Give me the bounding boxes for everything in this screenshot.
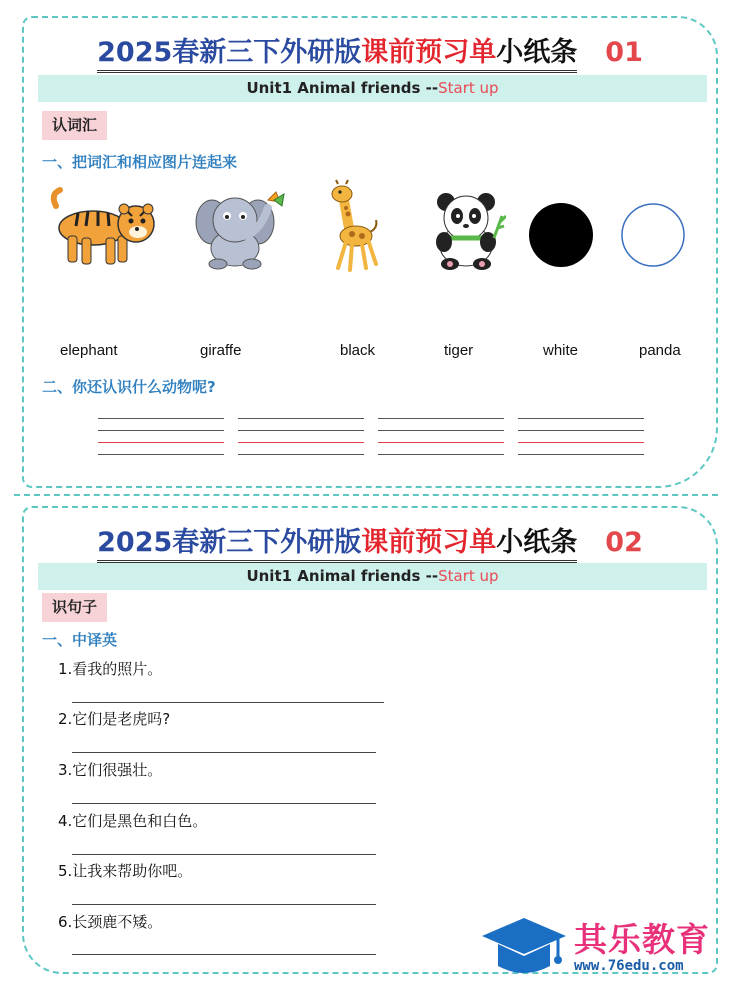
question-1: 1.看我的照片。 — [58, 660, 163, 678]
title-underline — [97, 30, 577, 73]
worksheet-title-2 — [24, 520, 716, 563]
question-2: 2.它们是老虎吗? — [58, 710, 171, 728]
word-elephant: elephant — [60, 342, 118, 359]
title-underline — [97, 520, 577, 563]
worksheet-card-1 — [22, 16, 718, 488]
title-part-note: 小纸条 — [496, 527, 578, 558]
question-6: 6.长颈鹿不矮。 — [58, 913, 163, 931]
writing-lines-2[interactable] — [238, 418, 364, 458]
question-5: 5.让我来帮助你吧。 — [58, 862, 193, 880]
giraffe-picture — [320, 178, 384, 274]
unit-band — [38, 75, 707, 102]
sheet-number: 02 — [605, 527, 643, 558]
unit-band — [38, 563, 707, 590]
worksheet-title-1 — [24, 30, 716, 73]
title-part-grade: 2025春新三下外研版 — [97, 527, 362, 558]
word-tiger: tiger — [444, 342, 474, 359]
panda-picture — [430, 186, 506, 270]
brand-logo[interactable] — [478, 912, 738, 984]
black-circle — [528, 202, 594, 268]
title-part-preview: 课前预习单 — [361, 37, 497, 68]
white-circle — [620, 202, 686, 268]
answer-line-3[interactable] — [72, 803, 376, 804]
lesson-label: Start up — [438, 567, 499, 585]
word-panda: panda — [639, 342, 681, 359]
brand-name: 其乐教育 — [574, 920, 710, 959]
answer-line-5[interactable] — [72, 904, 376, 905]
title-part-note: 小纸条 — [496, 37, 578, 68]
sheet-number: 01 — [605, 37, 643, 68]
section-tag-vocabulary: 认词汇 — [42, 111, 107, 140]
word-white: white — [543, 342, 579, 359]
section-tag-sentences: 识句子 — [42, 593, 107, 622]
title-part-grade: 2025春新三下外研版 — [97, 37, 362, 68]
answer-line-1[interactable] — [72, 702, 384, 703]
tiger-picture — [48, 186, 166, 270]
task-heading-match: 一、把词汇和相应图片连起来 — [42, 153, 238, 171]
graduation-cap-icon — [478, 914, 570, 980]
unit-label: Unit1 Animal friends -- — [246, 79, 439, 97]
card-separator — [14, 494, 718, 496]
brand-url[interactable]: www.76edu.com — [574, 958, 684, 974]
answer-line-2[interactable] — [72, 752, 376, 753]
writing-lines-1[interactable] — [98, 418, 224, 458]
answer-line-6[interactable] — [72, 954, 376, 955]
writing-lines-4[interactable] — [518, 418, 644, 458]
unit-label: Unit1 Animal friends -- — [246, 567, 439, 585]
question-3: 3.它们很强壮。 — [58, 761, 163, 779]
task-heading-translate: 一、中译英 — [42, 631, 118, 649]
writing-lines-3[interactable] — [378, 418, 504, 458]
answer-line-4[interactable] — [72, 854, 376, 855]
title-part-preview: 课前预习单 — [361, 527, 497, 558]
question-4: 4.它们是黑色和白色。 — [58, 812, 208, 830]
task-heading-other-animals: 二、你还认识什么动物呢? — [42, 378, 216, 396]
word-giraffe: giraffe — [200, 342, 242, 359]
lesson-label: Start up — [438, 79, 499, 97]
elephant-picture — [192, 178, 288, 274]
word-black: black — [340, 342, 376, 359]
worksheet-card-2 — [22, 506, 718, 974]
